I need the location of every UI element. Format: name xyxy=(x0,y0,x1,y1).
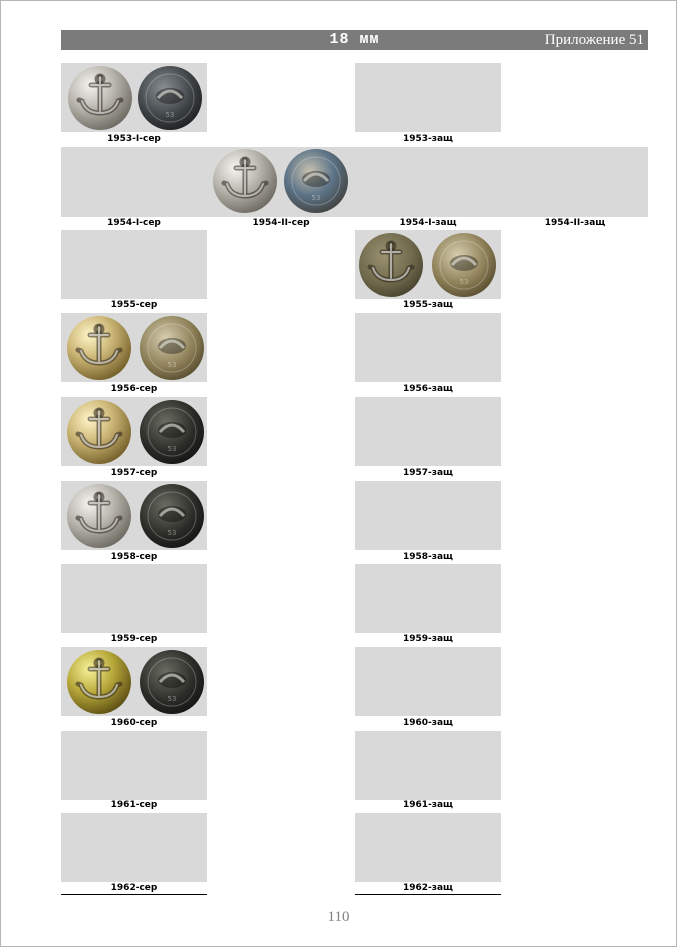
caption: 1962-сер xyxy=(110,883,158,893)
button-back-image xyxy=(139,399,205,465)
caption: 1954-I-защ xyxy=(399,218,457,228)
caption: 1961-сер xyxy=(110,800,158,810)
button-back-image xyxy=(283,148,349,214)
button-back-image xyxy=(139,315,205,381)
button-back-image xyxy=(139,649,205,715)
photo-frame xyxy=(355,813,501,882)
caption: 1956-сер xyxy=(110,384,158,394)
divider xyxy=(61,894,207,895)
caption: 1955-сер xyxy=(110,300,158,310)
photo-frame xyxy=(355,397,501,466)
caption: 1960-защ xyxy=(402,718,454,728)
button-front-image xyxy=(212,148,278,214)
caption: 1961-защ xyxy=(402,800,454,810)
button-front-image xyxy=(66,399,132,465)
caption: 1957-сер xyxy=(110,468,158,478)
caption: 1959-сер xyxy=(110,634,158,644)
photo-frame xyxy=(355,564,501,633)
button-back-image xyxy=(431,232,497,298)
size-label: 18 мм xyxy=(329,31,380,48)
caption: 1954-II-сер xyxy=(252,218,310,228)
button-front-image xyxy=(67,65,133,131)
photo-frame xyxy=(355,481,501,550)
button-back-image xyxy=(137,65,203,131)
divider xyxy=(355,894,501,895)
appendix-label: Приложение 51 xyxy=(544,32,644,48)
page-number: 110 xyxy=(327,909,350,925)
photo-frame xyxy=(355,63,501,132)
button-back-image xyxy=(139,483,205,549)
photo-frame xyxy=(61,564,207,633)
button-front-image xyxy=(66,483,132,549)
caption: 1956-защ xyxy=(402,384,454,394)
caption: 1959-защ xyxy=(402,634,454,644)
photo-frame xyxy=(355,731,501,800)
caption: 1960-сер xyxy=(110,718,158,728)
caption: 1958-сер xyxy=(110,552,158,562)
caption: 1958-защ xyxy=(402,552,454,562)
button-front-image xyxy=(66,649,132,715)
photo-frame xyxy=(61,731,207,800)
photo-frame xyxy=(61,813,207,882)
header-bar xyxy=(61,30,648,50)
caption: 1954-II-защ xyxy=(544,218,606,228)
caption: 1957-защ xyxy=(402,468,454,478)
button-front-image xyxy=(358,232,424,298)
caption: 1953-I-сер xyxy=(107,134,161,144)
photo-frame xyxy=(355,647,501,716)
button-front-image xyxy=(66,315,132,381)
caption: 1955-защ xyxy=(402,300,454,310)
photo-frame xyxy=(61,230,207,299)
caption: 1954-I-сер xyxy=(107,218,161,228)
wide-photo-frame xyxy=(61,147,648,217)
caption: 1962-защ xyxy=(402,883,454,893)
caption: 1953-защ xyxy=(402,134,454,144)
photo-frame xyxy=(355,313,501,382)
